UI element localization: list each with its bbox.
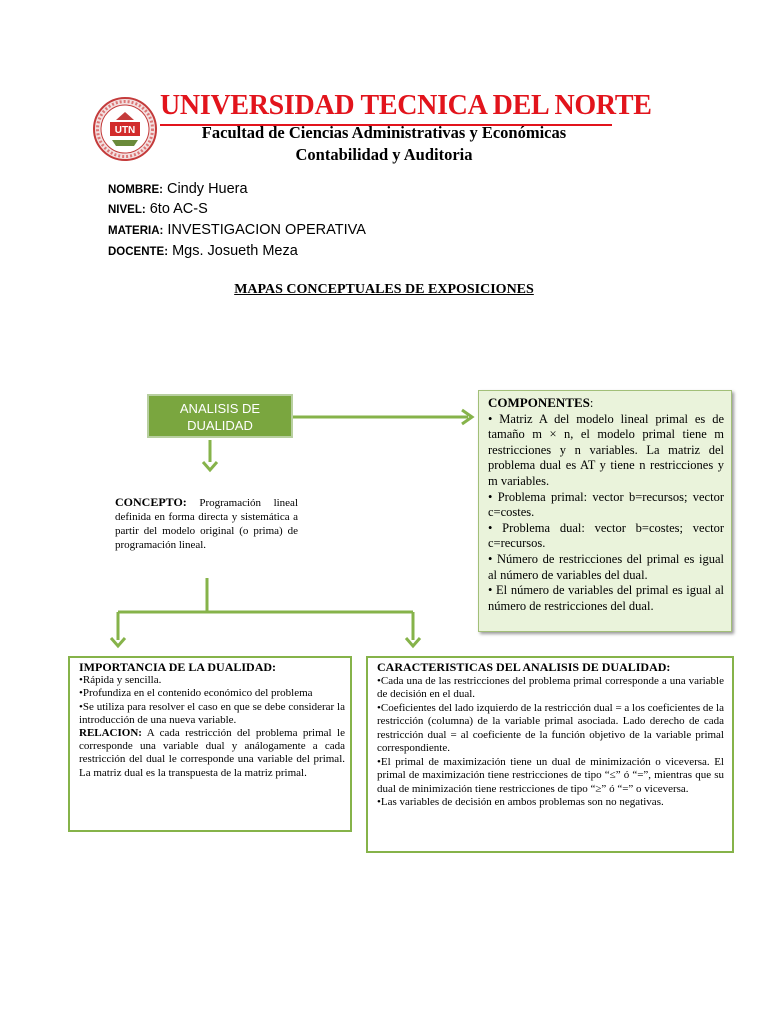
info-value: Cindy Huera xyxy=(166,181,248,197)
components-item: • Problema primal: vector b=recursos; vector c=costes. xyxy=(488,489,724,520)
characteristics-item: •Las variables de decisión en ambos problemas son no negativas. xyxy=(377,796,664,808)
info-label: MATERIA: xyxy=(108,225,164,237)
seal-text: UTN xyxy=(114,125,136,136)
components-item: • Matriz A del modelo lineal primal es de tamaño m × n, el modelo primal tiene m restricciones y n variables. La matriz del problema dual es AT y tiene n restricciones y m variables. xyxy=(488,411,724,488)
arrow-head-icon xyxy=(203,462,217,470)
arrow-head-icon xyxy=(462,410,472,424)
importance-item: •Profundiza en el contenido económico del problema xyxy=(79,687,313,700)
arrow-head-icon xyxy=(406,638,420,646)
info-row-docente xyxy=(108,243,298,259)
importance-item: •Rápida y sencilla. xyxy=(79,674,162,687)
importance-title: IMPORTANCIA DE LA DUALIDAD: xyxy=(79,660,277,674)
characteristics-box xyxy=(366,656,734,853)
info-row-nivel xyxy=(108,201,208,217)
components-item: • Número de restricciones del primal es igual al número de variables del dual. xyxy=(488,551,724,582)
concept-block xyxy=(115,495,298,552)
relation-paragraph xyxy=(79,727,345,780)
career-name: Contabilidad y Auditoria xyxy=(295,145,473,164)
info-row-materia xyxy=(108,222,366,238)
main-node-line: ANALISIS DE xyxy=(179,401,261,416)
concept-label: CONCEPTO: xyxy=(115,495,187,509)
arrow-head-icon xyxy=(111,638,125,646)
info-value: INVESTIGACION OPERATIVA xyxy=(167,222,366,238)
info-label: NIVEL: xyxy=(108,204,146,216)
relation-label: RELACION: xyxy=(79,727,142,740)
relation-text: A cada restricción del problema primal le corresponde una variable dual y análogamente a cada restricción del dual le corresponde una variable del primal. La matriz dual es la transpuesta de la matriz primal. xyxy=(79,727,345,779)
info-label: DOCENTE: xyxy=(108,246,169,258)
info-label: NOMBRE: xyxy=(108,184,163,196)
info-value: 6to AC-S xyxy=(149,201,208,217)
importance-box xyxy=(68,656,352,832)
components-item: • Problema dual: vector b=costes; vector c=recursos. xyxy=(488,520,724,551)
components-title: COMPONENTES xyxy=(488,395,590,410)
concept-text: Programación lineal definida en forma directa y sistemática a partir del modelo original (o prima) de programación lineal. xyxy=(115,497,298,551)
main-node-analisis-dualidad xyxy=(147,394,293,438)
university-seal-logo xyxy=(92,96,158,162)
faculty-name: Facultad de Ciencias Administrativas y Económicas xyxy=(201,123,567,142)
info-row-nombre xyxy=(108,181,248,197)
characteristics-item: •Coeficientes del lado izquierdo de la restricción dual = a los coeficientes de la restricción (columna) de la variable primal asociada. Lado derecho de cada restricción dual = al coeficiente de la función objetivo de la variable primal correspondiente. xyxy=(377,701,724,754)
components-box: COMPONENTES: • Matriz A del modelo lineal primal es de tamaño m × n, el modelo primal tiene m restricciones y n variables. La matriz del problema dual es AT y tiene n restricciones y m variables. • Problema primal: vector b=recursos; vector c=costes. • Problema dual: vector b=costes; vector c=recursos. • Número de restricciones del primal es igual al número de variables del dual. • El número de variables del primal es igual al número de restricciones del dual. xyxy=(478,390,732,632)
info-value: Mgs. Josueth Meza xyxy=(172,243,298,259)
characteristics-item: •El primal de maximización tiene un dual de minimización o viceversa. El primal de maximización tiene restricciones de tipo “≤” ó “=”, mientras que su dual de minimización tiene restricciones de tipo “≥” ó “=” o viceversa. xyxy=(377,755,724,795)
characteristics-item: •Cada una de las restricciones del problema primal corresponde a una variable de decisión en el dual. xyxy=(377,674,724,700)
main-node-line: DUALIDAD xyxy=(187,418,253,433)
importance-item: •Se utiliza para resolver el caso en que se debe considerar la introducción de una nueva variable. xyxy=(79,700,345,726)
components-item: • El número de variables del primal es igual al número de restricciones del dual. xyxy=(488,583,724,613)
characteristics-title: CARACTERISTICAS DEL ANALISIS DE DUALIDAD: xyxy=(377,660,671,674)
section-title: MAPAS CONCEPTUALES DE EXPOSICIONES xyxy=(234,282,534,297)
university-title: UNIVERSIDAD TECNICA DEL NORTE xyxy=(160,90,652,121)
